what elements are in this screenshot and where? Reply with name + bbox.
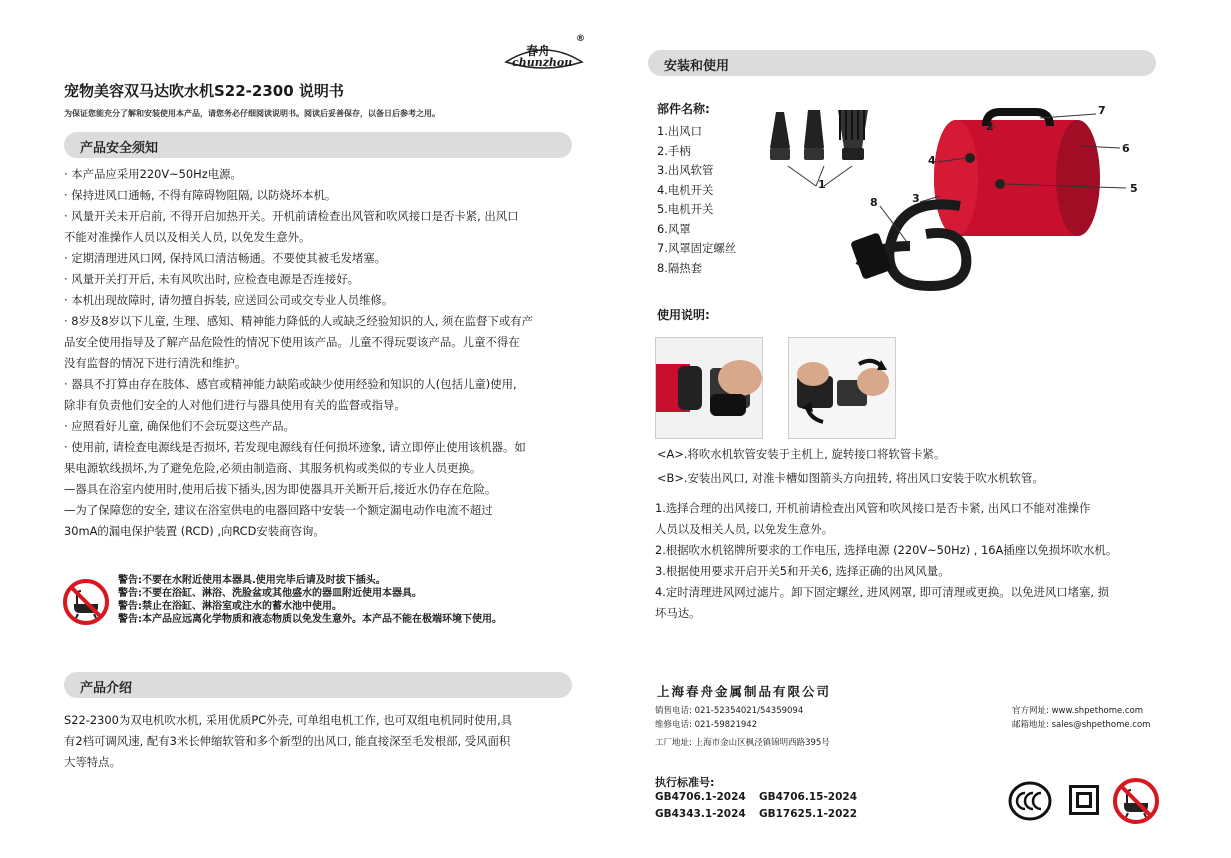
sales-phone: 销售电话: 021-52354021/54359094: [655, 706, 804, 716]
website: 官方网址: www.shpethome.com: [1012, 706, 1144, 716]
callout-4: 4: [928, 154, 936, 167]
manual-title: 宠物美容双马达吹水机S22-2300 说明书: [64, 82, 344, 100]
safety-line: · 定期清理进风口网, 保持风口清洁畅通。不要使其被毛发堵塞。: [64, 251, 387, 265]
install-heading-bar: [648, 50, 1156, 76]
company-name: 上海春舟金属制品有限公司: [657, 684, 832, 699]
callout-3: 3: [912, 192, 920, 205]
callout-2: 2: [986, 120, 994, 133]
safety-line: —为了保障您的安全, 建议在浴室供电的电器回路中安装一个额定漏电动作电流不超过: [64, 503, 493, 517]
intro-text: [64, 710, 584, 773]
safety-line: 不能对准操作人员以及相关人员, 以免发生意外。: [64, 230, 311, 244]
safety-line: · 风量开关打开后, 未有风吹出时, 应检查电源是否连接好。: [64, 272, 360, 286]
no-bath-icon: [1112, 777, 1160, 825]
warning-list: [118, 574, 598, 626]
safety-line: · 使用前, 请检查电源线是否损坏, 若发现电源线有任何损坏迹象, 请立即停止使用该机器。如: [64, 440, 526, 454]
warning-line: 警告:本产品应远离化学物质和液态物质以免发生意外。本产品不能在极端环境下使用。: [118, 614, 502, 625]
safety-line: · 8岁及8岁以下儿童, 生理、感知、精神能力降低的人或缺乏经验知识的人, 须在监督下或有产: [64, 314, 534, 328]
warning-line: 警告:不要在浴缸、淋浴、洗脸盆或其他盛水的器皿附近使用本器具。: [118, 588, 422, 599]
step-line: 4.定时清理进风网过滤片。卸下固定螺丝, 进风网罩, 即可清理或更换。以免进风口堵塞, 损: [655, 585, 1110, 599]
brand-en: chunzhou: [512, 56, 573, 69]
steps-numbered: [655, 498, 1185, 624]
callout-7: 7: [1098, 104, 1106, 117]
product-illustration: [760, 96, 1160, 306]
part-item: 6.风罩: [657, 221, 691, 236]
safety-line: 没有监督的情况下进行清洗和维护。: [64, 356, 247, 370]
standard-1: GB4706.1-2024: [655, 791, 746, 803]
product-diagram: [760, 96, 1160, 306]
parts-list: [657, 122, 777, 278]
email: 邮箱地址: sales@shpethome.com: [1012, 720, 1151, 730]
safety-line: 除非有负责他们安全的人对他们进行与器具使用有关的监督或指导。: [64, 398, 406, 412]
safety-line: —器具在浴室内使用时,使用后拔下插头,因为即使器具开关断开后,接近水仍存在危险。: [64, 482, 497, 496]
callout-8: 8: [870, 196, 878, 209]
standard-4: GB17625.1-2022: [759, 808, 858, 820]
part-item: 8.隔热套: [657, 260, 703, 275]
service-phone: 维修电话: 021-59821942: [655, 720, 758, 730]
part-item: 3.出风软管: [657, 163, 714, 177]
safety-heading: 产品安全须知: [80, 141, 159, 156]
brand-cn: 春舟: [526, 44, 551, 58]
callout-1: 1: [818, 178, 826, 191]
safety-line: · 风量开关未开启前, 不得开启加热开关。开机前请检查出风管和吹风接口是否卡紧, 出风口: [64, 209, 519, 223]
intro-line: S22-2300为双电机吹水机, 采用优质PC外壳, 可单组电机工作, 也可双组电机同时使用,具: [64, 713, 513, 727]
callout-5: 5: [1130, 182, 1138, 195]
step-line: 人员以及相关人员, 以免发生意外。: [655, 522, 834, 536]
safety-line: · 应照看好儿童, 确保他们不会玩耍这些产品。: [64, 419, 295, 433]
step-b: <B>.安装出风口, 对准卡槽如图箭头方向扭转, 将出风口安装于吹水机软管。: [657, 471, 1044, 485]
ccc-mark-icon: [1008, 781, 1052, 821]
step-b-photo: [788, 337, 896, 439]
step-a-photo: [655, 337, 763, 439]
steps-ab: [657, 442, 1177, 490]
warning-line: 警告:禁止在浴缸、淋浴室或注水的蓄水池中使用。: [118, 601, 342, 612]
brand-reg: ®: [576, 34, 585, 44]
step-line: 3.根据使用要求开启开关5和开关6, 选择正确的出风风量。: [655, 564, 950, 578]
safety-line: · 本机出现故障时, 请勿擅自拆装, 应送回公司或交专业人员维修。: [64, 293, 394, 307]
manual-subtitle: 为保证您能充分了解和安装使用本产品，请您务必仔细阅读说明书。阅读后妥善保存，以备日后参考之用。: [64, 109, 440, 118]
intro-line: 有2档可调风速, 配有3米长伸缩软管和多个新型的出风口, 能直接深至毛发根部, 受风面积: [64, 734, 511, 748]
parts-title: 部件名称:: [657, 102, 710, 116]
safety-list: [64, 164, 584, 542]
step-line: 坏马达。: [655, 606, 701, 620]
step-a: <A>.将吹水机软管安装于主机上, 旋转接口将软管卡紧。: [657, 447, 946, 461]
safety-line: 30mA的漏电保护装置 (RCD) ,向RCD安装商咨询。: [64, 524, 325, 538]
intro-heading: 产品介绍: [80, 681, 133, 696]
safety-line: 品安全使用指导及了解产品危险性的情况下使用该产品。儿童不得玩耍该产品。儿童不得在: [64, 335, 520, 349]
safety-line: 果电源软线损坏,为了避免危险,必须由制造商、其服务机构或类似的专业人员更换。: [64, 461, 482, 475]
part-item: 1.出风口: [657, 124, 703, 138]
part-item: 7.风罩固定螺丝: [657, 241, 737, 255]
brand-logo: [500, 34, 588, 76]
standard-2: GB4706.15-2024: [759, 791, 858, 803]
warning-line: 警告:不要在水附近使用本器具.使用完毕后请及时拔下插头。: [118, 575, 386, 586]
standard-3: GB4343.1-2024: [655, 808, 746, 820]
part-item: 2.手柄: [657, 143, 691, 158]
contact-block: [655, 704, 1015, 750]
install-heading: 安装和使用: [664, 59, 730, 74]
no-bath-icon: [62, 578, 110, 626]
web-block: [1012, 704, 1192, 732]
nozzle-set-icon: [770, 110, 868, 160]
safety-heading-bar: [64, 132, 572, 158]
intro-line: 大等特点。: [64, 755, 121, 769]
callout-6: 6: [1122, 142, 1130, 155]
factory-address: 工厂地址: 上海市金山区枫泾镇锦明西路395号: [655, 738, 830, 748]
intro-heading-bar: [64, 672, 572, 698]
double-insulation-icon: [1069, 785, 1099, 815]
usage-title: 使用说明:: [657, 308, 710, 322]
safety-line: · 保持进风口通畅, 不得有障碍物阻隔, 以防烧坏本机。: [64, 188, 337, 202]
part-item: 4.电机开关: [657, 182, 714, 197]
dryer-body-icon: [934, 112, 1100, 236]
safety-line: · 本产品应采用220V~50Hz电源。: [64, 167, 242, 181]
step-line: 2.根据吹水机铭牌所要求的工作电压, 选择电源 (220V~50Hz) , 16A插座以免损坏吹水机。: [655, 543, 1118, 557]
standards-title: 执行标准号:: [655, 776, 715, 789]
step-line: 1.选择合理的出风接口, 开机前请检查出风管和吹风接口是否卡紧, 出风口不能对准操作: [655, 501, 1091, 515]
part-item: 5.电机开关: [657, 202, 714, 216]
safety-line: · 器具不打算由存在肢体、感官或精神能力缺陷或缺少使用经验和知识的人(包括儿童)使用,: [64, 377, 517, 391]
